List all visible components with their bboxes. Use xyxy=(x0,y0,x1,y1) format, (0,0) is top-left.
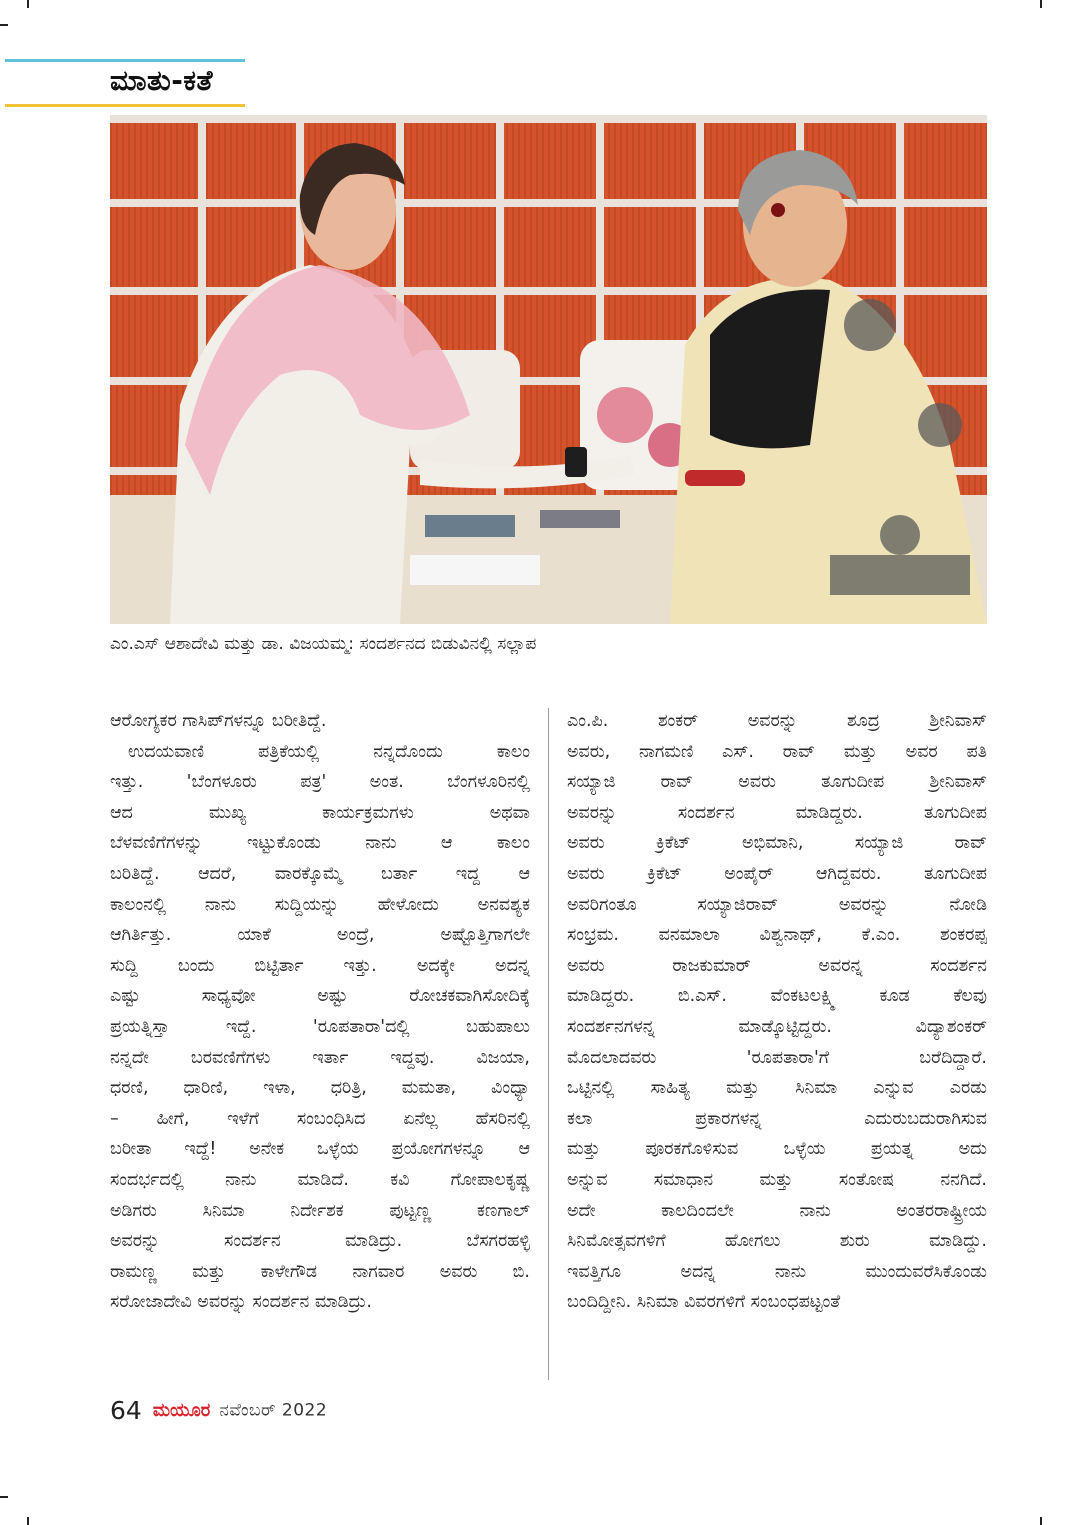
article-line: ಬಂದಿದ್ದೀನಿ. ಸಿನಿಮಾ ವಿವರಗಳಿಗೆ ಸಂಬಂಧಪಟ್ಟಂತೆ xyxy=(567,1292,841,1313)
article-line: ಕಲಾ ಪ್ರಕಾರಗಳನ್ನ ಎದುರುಬದುರಾಗಿಸುವ xyxy=(567,1108,987,1129)
article-line: ಅನ್ನುವ ಸಮಾಧಾನ ಮತ್ತು ಸಂತೋಷ ನನಗಿದೆ. xyxy=(567,1169,987,1190)
article-line: ಅವರನ್ನು ಸಂದರ್ಶನ ಮಾಡಿದ್ದರು. ತೂಗುದೀಪ xyxy=(567,802,987,823)
article-line: ಇವತ್ತಿಗೂ ಅದನ್ನ ನಾನು ಮುಂದುವರೆಸಿಕೊಂಡು xyxy=(567,1261,987,1282)
article-line: ಸಂಭ್ರಮ. ವನಮಾಲಾ ವಿಶ್ವನಾಥ್, ಕೆ.ಎಂ. ಶಂಕರಪ್ಪ xyxy=(567,925,987,946)
article-line: ಅವರು ರಾಜಕುಮಾರ್ ಅವರನ್ನ ಸಂದರ್ಶನ xyxy=(567,955,987,976)
article-line: ಮತ್ತು ಪೂರಕಗೊಳಿಸುವ ಒಳ್ಳೆಯ ಪ್ರಯತ್ನ ಅದು xyxy=(567,1139,987,1160)
article-line: ಆರೋಗ್ಯಕರ ಗಾಸಿಪ್‌ಗಳನ್ನೂ ಬರೀತಿದ್ದೆ. xyxy=(110,711,327,731)
crop-mark xyxy=(0,24,8,26)
article-line: ಅವರು ಕ್ರಿಕೆಟ್ ಅಂಪೈರ್ ಆಗಿದ್ದವರು. ತೂಗುದೀಪ xyxy=(567,863,987,884)
article-line: ಬರಿತಿದ್ದೆ. ಆದರೆ, ವಾರಕ್ಕೊಮ್ಮೆ ಬರ್ತಾ ಇದ್ದ ಆ xyxy=(110,863,530,884)
section-rule-top xyxy=(5,59,245,62)
article-line: ಎಷ್ಟು ಸಾಧ್ಯವೋ ಅಷ್ಟು ರೋಚಕವಾಗಿಸೋದಿಕ್ಕೆ xyxy=(110,986,530,1007)
article-line: ಪ್ರಯತ್ನಿಸ್ತಾ ಇದ್ದೆ. 'ರೂಪತಾರಾ'ದಲ್ಲಿ ಬಹುಪಾಲು xyxy=(110,1016,530,1037)
crop-mark xyxy=(1040,1517,1042,1525)
article-line: ಧರಣಿ, ಧಾರಿಣಿ, ಇಳಾ, ಧರಿತ್ರಿ, ಮಮತಾ, ವಿಂಧ್ಯಾ xyxy=(110,1078,530,1099)
page-footer xyxy=(110,1396,327,1425)
article-line: ಸರೋಜಾದೇವಿ ಅವರನ್ನು ಸಂದರ್ಶನ ಮಾಡಿದ್ರು. xyxy=(110,1292,372,1313)
article-line: ಆಗಿರ್ತಿತ್ತು. ಯಾಕೆ ಅಂದ್ರೆ, ಅಷ್ಟೊತ್ತಿಗಾಗಲೇ xyxy=(110,925,530,946)
article-line: ಅವರಿಗಂತೂ ಸಯ್ಯಾಜಿರಾವ್ ಅವರನ್ನು ನೋಡಿ xyxy=(567,894,987,915)
article-line: ಎಂ.ಪಿ. ಶಂಕರ್ ಅವರನ್ನು ಶೂದ್ರ ಶ್ರೀನಿವಾಸ್ xyxy=(567,711,987,731)
article-line: ಬೆಳವಣಿಗೆಗಳನ್ನು ಇಟ್ಟುಕೊಂಡು ನಾನು ಆ ಕಾಲಂ xyxy=(110,833,530,854)
crop-mark xyxy=(27,0,29,8)
article-line: ಅಡಿಗರು ಸಿನಿಮಾ ನಿರ್ದೇಶಕ ಪುಟ್ಟಣ್ಣ ಕಣಗಾಲ್ xyxy=(110,1200,530,1221)
article-line: – ಹೀಗೆ, ಇಳೆಗೆ ಸಂಬಂಧಿಸಿದ ಏನೆಲ್ಲ ಹೆಸರಿನಲ್ಲಿ xyxy=(110,1108,530,1129)
crop-mark xyxy=(1040,0,1042,8)
article-column-right xyxy=(567,706,987,1318)
article-line: ಸಂದರ್ಭದಲ್ಲಿ ನಾನು ಮಾಡಿದೆ. ಕವಿ ಗೋಪಾಲಕೃಷ್ಣ xyxy=(110,1169,530,1190)
article-line: ಸುದ್ದಿ ಬಂದು ಬಿಟ್ಟಿರ್ತಾ ಇತ್ತು. ಅದಕ್ಕೇ ಅದನ್ನ xyxy=(110,955,530,976)
article-line: ಸಯ್ಯಾಜಿ ರಾವ್ ಅವರು ತೂಗುದೀಪ ಶ್ರೀನಿವಾಸ್ xyxy=(567,772,987,793)
article-line: ಇತ್ತು. 'ಬೆಂಗಳೂರು ಪತ್ರ' ಅಂತ. ಬೆಂಗಳೂರಿನಲ್ಲಿ xyxy=(110,772,530,793)
magazine-logo: ಮಯೂರ xyxy=(152,1400,211,1421)
article-photo xyxy=(110,115,987,624)
article-line: ಅವರು ಕ್ರಿಕೆಟ್ ಅಭಿಮಾನಿ, ಸಯ್ಯಾಜಿ ರಾವ್ xyxy=(567,833,987,854)
article-line: ಸಿನಿಮೋತ್ಸವಗಳಿಗೆ ಹೋಗಲು ಶುರು ಮಾಡಿದ್ದು. xyxy=(567,1231,987,1252)
article-line: ಮೊದಲಾದವರು 'ರೂಪತಾರಾ'ಗೆ ಬರೆದಿದ್ದಾರೆ. xyxy=(567,1047,987,1068)
article-line: ಅವರನ್ನು ಸಂದರ್ಶನ ಮಾಡಿದ್ರು. ಬೆಸಗರಹಳ್ಳಿ xyxy=(110,1231,530,1252)
crop-mark xyxy=(27,1517,29,1525)
article-line: ಬರೀತಾ ಇದ್ದೆ! ಅನೇಕ ಒಳ್ಳೆಯ ಪ್ರಯೋಗಗಳನ್ನೂ ಆ xyxy=(110,1139,530,1160)
article-line: ಕಾಲಂನಲ್ಲಿ ನಾನು ಸುದ್ದಿಯನ್ನು ಹೇಳೋದು ಅನವಶ್ಯಕ xyxy=(110,894,530,915)
article-line: ಅದೇ ಕಾಲದಿಂದಲೇ ನಾನು ಅಂತರರಾಷ್ಟ್ರೀಯ xyxy=(567,1200,987,1221)
article-line: ಆದ ಮುಖ್ಯ ಕಾರ್ಯಕ್ರಮಗಳು ಅಥವಾ xyxy=(110,802,530,823)
photo-caption: ಎಂ.ಎಸ್‌ ಆಶಾದೇವಿ ಮತ್ತು ಡಾ. ವಿಜಯಮ್ಮ: ಸಂದರ್ಶನದ ಬಿಡುವಿನಲ್ಲಿ ಸಲ್ಲಾಪ xyxy=(110,634,537,654)
article-column-left xyxy=(110,706,530,1318)
article-line: ಅವರು, ನಾಗಮಣಿ ಎಸ್. ರಾವ್ ಮತ್ತು ಅವರ ಪತಿ xyxy=(567,741,987,762)
section-rule-bottom xyxy=(5,104,245,107)
article-line: ರಾಮಣ್ಣ ಮತ್ತು ಕಾಳೇಗೌಡ ನಾಗವಾರ ಅವರು ಬಿ. xyxy=(110,1261,530,1282)
section-title: ಮಾತು-ಕತೆ xyxy=(110,64,213,97)
article-line: ನನ್ನದೇ ಬರವಣಿಗೆಗಳು ಇರ್ತಾ ಇದ್ದವು. ವಿಜಯಾ, xyxy=(110,1047,530,1068)
crop-mark xyxy=(0,1496,8,1498)
article-line: ಒಟ್ಟಿನಲ್ಲಿ ಸಾಹಿತ್ಯ ಮತ್ತು ಸಿನಿಮಾ ಎನ್ನುವ ಎರಡು xyxy=(567,1078,987,1099)
photo-illustration xyxy=(110,115,987,624)
article-line: ಸಂದರ್ಶನಗಳನ್ನ ಮಾಡ್ಕೊಟ್ಟಿದ್ದರು. ವಿದ್ಯಾಶಂಕರ್ xyxy=(567,1016,987,1037)
issue-date: ನವೆಂಬರ್ 2022 xyxy=(219,1400,328,1421)
column-divider xyxy=(548,708,549,1380)
article-line: ಉದಯವಾಣಿ ಪತ್ರಿಕೆಯಲ್ಲಿ ನನ್ನದೊಂದು ಕಾಲಂ xyxy=(128,741,530,762)
page-number: 64 xyxy=(110,1396,142,1425)
article-line: ಮಾಡಿದ್ದರು. ಬಿ.ಎಸ್. ವೆಂಕಟಲಕ್ಷ್ಮಿ ಕೂಡ ಕೆಲವು xyxy=(567,986,987,1007)
